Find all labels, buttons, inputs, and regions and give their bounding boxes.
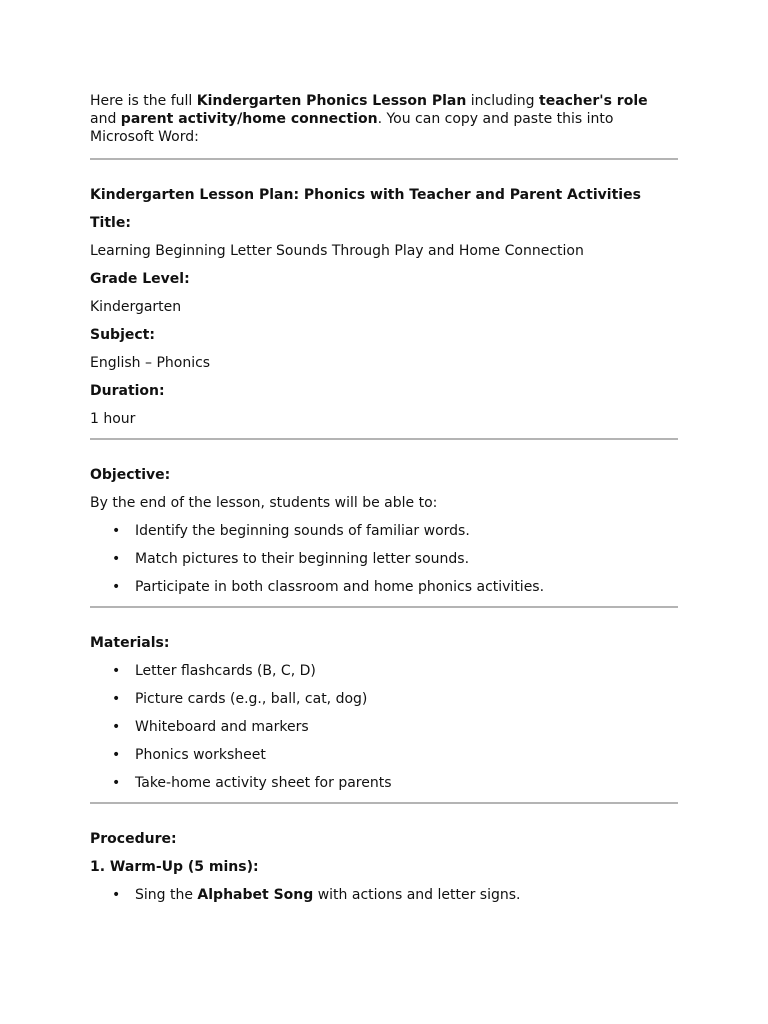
- bullet-icon: •: [112, 775, 121, 791]
- objective-heading: [90, 466, 678, 484]
- objective-list: [90, 522, 678, 596]
- field-label-grade-level-text: Grade Level:: [90, 271, 190, 287]
- list-item-text: Letter flashcards (B, C, D): [135, 663, 316, 679]
- materials-heading-text: Materials:: [90, 635, 170, 651]
- list-item-text: Identify the beginning sounds of familiar words.: [135, 523, 470, 539]
- materials-list: [90, 662, 678, 792]
- intro-text-4: . You can copy and paste this into Microsoft Word:: [90, 111, 614, 145]
- list-item-text-bold: Alphabet Song: [197, 887, 314, 903]
- bullet-icon: •: [112, 663, 121, 679]
- objective-lead: By the end of the lesson, students will be able to:: [90, 495, 438, 511]
- list-item: [90, 774, 678, 792]
- intro-text-2: including: [466, 93, 539, 109]
- bullet-icon: •: [112, 523, 121, 539]
- list-item-text: Match pictures to their beginning letter sounds.: [135, 551, 470, 567]
- intro-text-1: Here is the full: [90, 93, 197, 109]
- divider: [90, 606, 678, 608]
- field-value-grade-level: Kindergarten: [90, 299, 182, 315]
- list-item: [90, 886, 678, 904]
- list-item-text-post: with actions and letter signs.: [313, 887, 521, 903]
- list-item-text: Take-home activity sheet for parents: [135, 775, 392, 791]
- field-label-grade-level: [90, 270, 678, 288]
- field-value-subject: English – Phonics: [90, 355, 211, 371]
- materials-heading: [90, 634, 678, 652]
- divider: [90, 802, 678, 804]
- document-body: [90, 92, 678, 914]
- document-title-text: Kindergarten Lesson Plan: Phonics with Teacher and Parent Activities: [90, 187, 641, 203]
- divider: [90, 158, 678, 160]
- intro-paragraph: [90, 92, 678, 146]
- intro-bold-teachers-role: teacher's role: [539, 93, 648, 109]
- procedure-step-heading-text: 1. Warm-Up (5 mins):: [90, 859, 259, 875]
- procedure-step-list: [90, 886, 678, 904]
- list-item: [90, 578, 678, 596]
- document-title: [90, 186, 678, 204]
- divider: [90, 438, 678, 440]
- intro-bold-parent-activity: parent activity/home connection: [120, 111, 378, 127]
- bullet-icon: •: [112, 887, 121, 903]
- list-item-text: Phonics worksheet: [135, 747, 266, 763]
- bullet-icon: •: [112, 719, 121, 735]
- list-item-text: Whiteboard and markers: [135, 719, 309, 735]
- list-item-text: Participate in both classroom and home phonics activities.: [135, 579, 545, 595]
- field-value-title: Learning Beginning Letter Sounds Through Play and Home Connection: [90, 243, 584, 259]
- objective-heading-text: Objective:: [90, 467, 171, 483]
- bullet-icon: •: [112, 579, 121, 595]
- field-label-subject: [90, 326, 678, 344]
- field-label-subject-text: Subject:: [90, 327, 155, 343]
- intro-bold-lesson-plan: Kindergarten Phonics Lesson Plan: [196, 93, 467, 109]
- procedure-step-heading: [90, 858, 678, 876]
- list-item-text: Picture cards (e.g., ball, cat, dog): [135, 691, 368, 707]
- bullet-icon: •: [112, 551, 121, 567]
- bullet-icon: •: [112, 747, 121, 763]
- list-item: [90, 662, 678, 680]
- procedure-heading: [90, 830, 678, 848]
- field-label-title-text: Title:: [90, 215, 131, 231]
- bullet-icon: •: [112, 691, 121, 707]
- list-item: [90, 550, 678, 568]
- list-item: [90, 690, 678, 708]
- list-item: [90, 718, 678, 736]
- intro-text-3: and: [90, 111, 121, 127]
- field-value-duration: 1 hour: [90, 411, 136, 427]
- list-item-text-pre: Sing the: [135, 887, 198, 903]
- field-label-duration: [90, 382, 678, 400]
- field-label-duration-text: Duration:: [90, 383, 165, 399]
- procedure-heading-text: Procedure:: [90, 831, 177, 847]
- field-label-title: [90, 214, 678, 232]
- list-item: [90, 522, 678, 540]
- list-item: [90, 746, 678, 764]
